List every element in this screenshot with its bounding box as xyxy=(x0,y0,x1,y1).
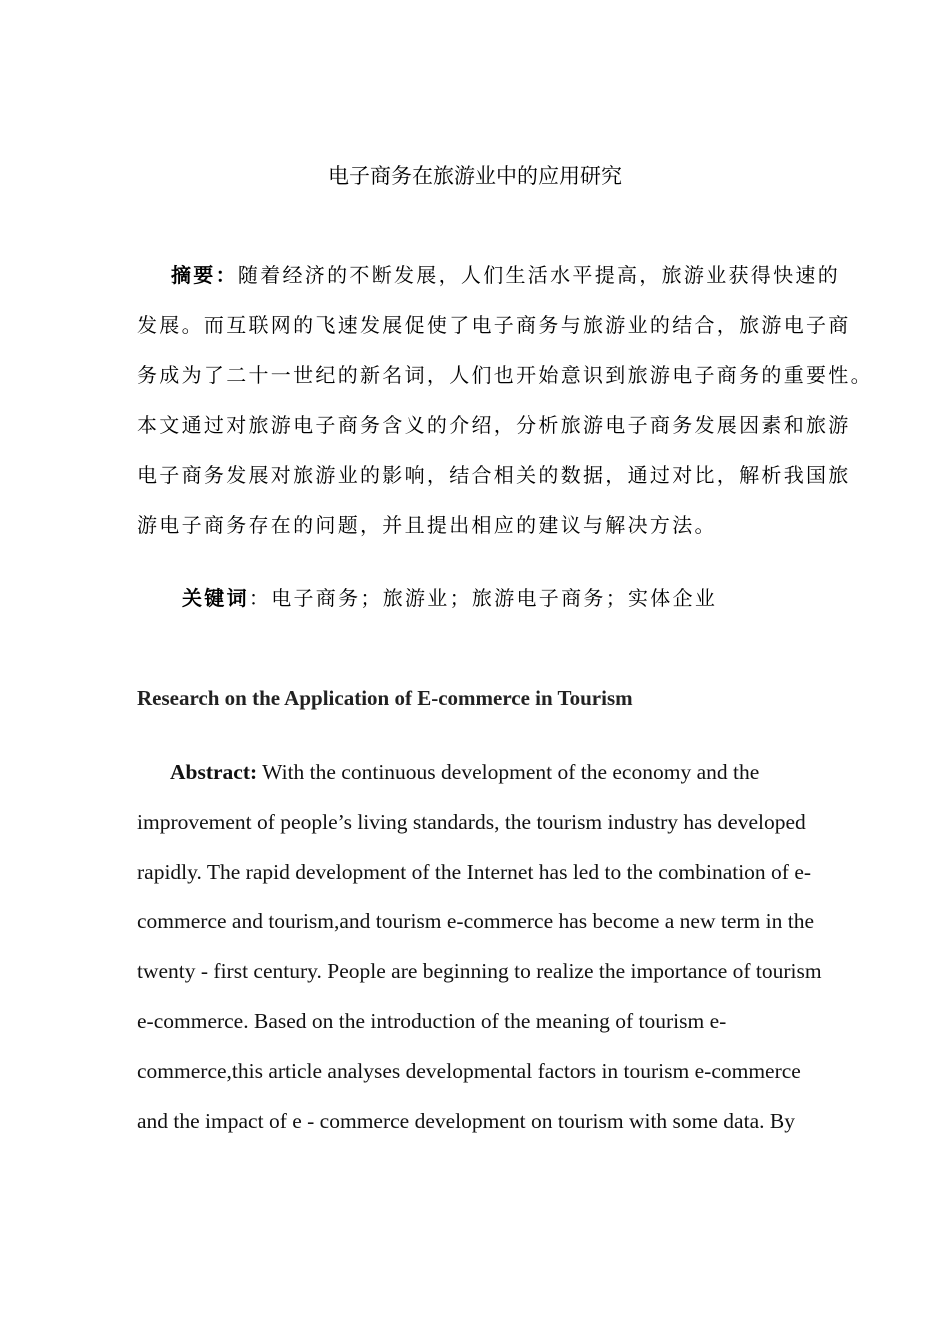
english-abstract-line: Abstract: With the continuous development of the economy and the xyxy=(170,760,760,784)
chinese-title: 电子商务在旅游业中的应用研究 xyxy=(328,164,622,188)
chinese-abstract-line: 发展。而互联网的飞速发展促使了电子商务与旅游业的结合，旅游电子商 xyxy=(137,313,851,337)
chinese-abstract-line: 电子商务发展对旅游业的影响，结合相关的数据，通过对比，解析我国旅 xyxy=(137,463,851,487)
chinese-abstract-line: 务成为了二十一世纪的新名词，人们也开始意识到旅游电子商务的重要性。 xyxy=(137,363,873,387)
english-abstract xyxy=(137,748,857,1146)
english-abstract-line: rapidly. The rapid development of the Internet has led to the combination of e- xyxy=(137,859,812,884)
chinese-abstract-line: 本文通过对旅游电子商务含义的介绍，分析旅游电子商务发展因素和旅游 xyxy=(137,413,851,437)
english-abstract-label: Abstract: xyxy=(170,760,258,784)
english-abstract-line: twenty - first century. People are beginning to realize the importance of tourism xyxy=(137,959,822,984)
english-abstract-line: improvement of people’s living standards, the tourism industry has developed xyxy=(137,809,806,834)
english-abstract-line: commerce,this article analyses developmental factors in tourism e-commerce xyxy=(137,1058,801,1083)
english-abstract-line: commerce and tourism,and tourism e-commerce has become a new term in the xyxy=(137,909,814,934)
chinese-abstract xyxy=(137,250,872,550)
chinese-abstract-line: 游电子商务存在的问题，并且提出相应的建议与解决方法。 xyxy=(137,513,717,537)
chinese-keywords-label: 关键词 xyxy=(182,586,249,610)
chinese-keywords-text: ：电子商务；旅游业；旅游电子商务；实体企业 xyxy=(248,586,718,610)
english-abstract-line: and the impact of e - commerce development on tourism with some data. By xyxy=(137,1108,795,1133)
chinese-abstract-label: 摘要： xyxy=(171,263,238,287)
chinese-keywords xyxy=(182,578,862,618)
english-abstract-line: e-commerce. Based on the introduction of the meaning of tourism e- xyxy=(137,1008,727,1033)
chinese-abstract-line: 摘要：随着经济的不断发展，人们生活水平提高，旅游业获得快速的 xyxy=(171,263,841,287)
english-title: Research on the Application of E-commerce in Tourism xyxy=(137,686,633,710)
